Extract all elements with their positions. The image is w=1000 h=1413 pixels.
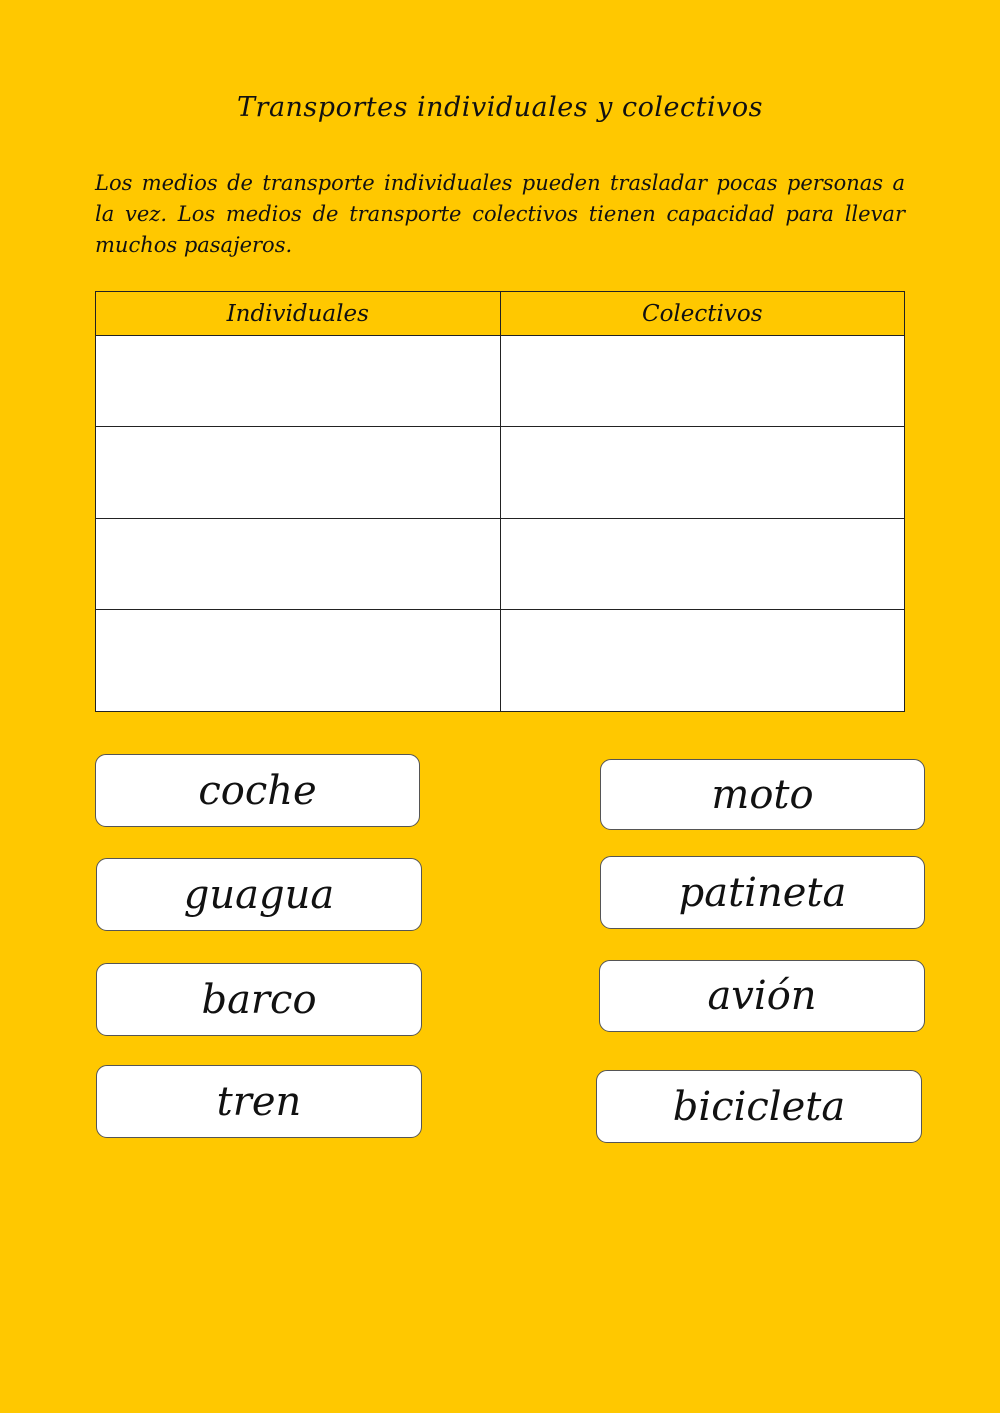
table-row	[96, 336, 905, 427]
drop-cell-colectivos-1[interactable]	[500, 336, 905, 427]
table-header-row	[96, 292, 905, 336]
drop-cell-colectivos-4[interactable]	[500, 610, 905, 712]
card-patineta[interactable]: patineta	[600, 856, 925, 929]
drop-cell-colectivos-2[interactable]	[500, 427, 905, 519]
header-individuales: Individuales	[96, 292, 501, 336]
intro-paragraph: Los medios de transporte individuales pueden trasladar pocas personas a la vez. Los medios de transporte colectivos tienen capacidad para llevar muchos pasajeros.	[95, 171, 905, 257]
card-moto[interactable]: moto	[600, 759, 925, 830]
sorting-table	[95, 291, 905, 712]
drop-cell-individuales-1[interactable]	[96, 336, 501, 427]
worksheet-title: Transportes individuales y colectivos	[237, 92, 763, 123]
table-row	[96, 610, 905, 712]
card-avion[interactable]: avión	[599, 960, 925, 1032]
drop-cell-individuales-2[interactable]	[96, 427, 501, 519]
table-row	[96, 519, 905, 610]
drop-cell-individuales-3[interactable]	[96, 519, 501, 610]
card-coche[interactable]: coche	[95, 754, 420, 827]
drop-cell-individuales-4[interactable]	[96, 610, 501, 712]
card-barco[interactable]: barco	[96, 963, 422, 1036]
drop-cell-colectivos-3[interactable]	[500, 519, 905, 610]
header-colectivos: Colectivos	[500, 292, 905, 336]
card-guagua[interactable]: guagua	[96, 858, 422, 931]
table-row	[96, 427, 905, 519]
card-tren[interactable]: tren	[96, 1065, 422, 1138]
card-bicicleta[interactable]: bicicleta	[596, 1070, 922, 1143]
